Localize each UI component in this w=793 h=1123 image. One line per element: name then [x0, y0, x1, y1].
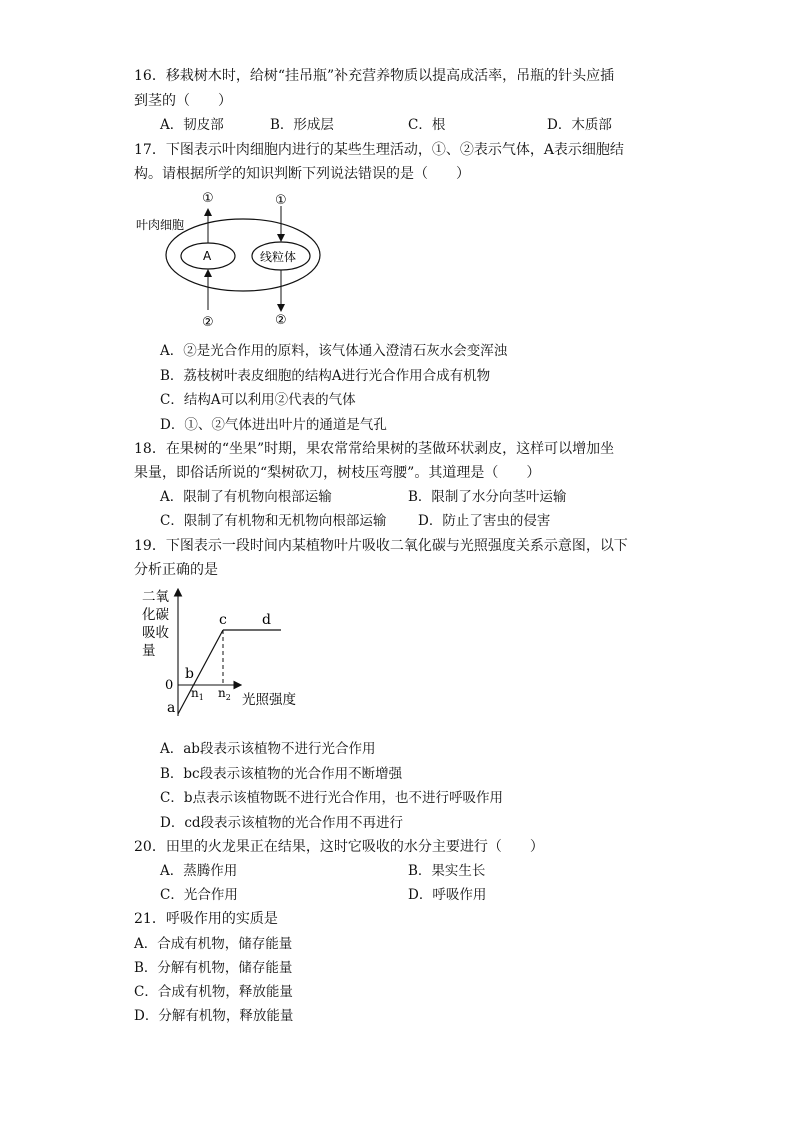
- q17-option-b: B．荔枝树叶表皮细胞的结构A进行光合作用合成有机物: [160, 368, 491, 384]
- ylabel-line1: 二氧: [142, 589, 169, 605]
- q18-option-c: C．限制了有机物和无机物向根部运输: [160, 513, 387, 529]
- q17-option-d: D．①、②气体进出叶片的通道是气孔: [160, 417, 387, 433]
- gas2-label-a: ②: [202, 315, 214, 330]
- mitochondrion-label: 线粒体: [260, 250, 297, 264]
- point-c-label: c: [219, 612, 227, 628]
- cell-outline: [166, 219, 320, 291]
- q16-stem-line2: 到茎的（ ）: [134, 93, 232, 109]
- q19-option-d: D．cd段表示该植物的光合作用不再进行: [160, 815, 404, 831]
- point-b-label: b: [185, 666, 194, 682]
- leaf-cell-diagram: [130, 186, 360, 334]
- q16-option-c: C．根: [408, 117, 446, 133]
- ylabel-line2: 化碳: [142, 607, 169, 623]
- xlabel: 光照强度: [242, 692, 296, 708]
- q18-option-d: D．防止了害虫的侵害: [418, 513, 551, 529]
- co2-light-chart: [136, 584, 311, 722]
- point-d-label: d: [262, 612, 271, 628]
- gas1-label-a: ①: [202, 191, 214, 206]
- q18-stem-line1: 18．在果树的“坐果”时期，果农常常给果树的茎做环状剥皮，这样可以增加坐: [134, 441, 615, 457]
- q18-option-a: A．限制了有机物向根部运输: [160, 489, 332, 505]
- q20-option-b: B．果实生长: [408, 863, 486, 879]
- q19-option-b: B．bc段表示该植物的光合作用不断增强: [160, 766, 403, 782]
- q19-option-c: C．b点表示该植物既不进行光合作用，也不进行呼吸作用: [160, 790, 503, 806]
- q21-option-d: D．分解有机物，释放能量: [134, 1008, 294, 1024]
- q21-option-a: A．合成有机物，储存能量: [134, 936, 293, 952]
- q18-stem-line2: 果量，即俗话所说的“梨树砍刀，树枝压弯腰”。其道理是（ ）: [134, 465, 541, 481]
- q17-stem-line2: 构。请根据所学的知识判断下列说法错误的是（ ）: [134, 166, 470, 182]
- q16-option-b: B．形成层: [270, 117, 334, 133]
- gas1-label-m: ①: [275, 193, 287, 208]
- q16-stem-line1: 16．移栽树木时，给树“挂吊瓶”补充营养物质以提高成活率，吊瓶的针头应插: [134, 68, 615, 84]
- ylabel-line3: 吸收: [142, 625, 169, 641]
- q21-option-b: B．分解有机物，储存能量: [134, 960, 293, 976]
- q16-option-a: A．韧皮部: [160, 117, 224, 133]
- origin-label: 0: [165, 678, 174, 693]
- q20-option-c: C．光合作用: [160, 887, 238, 903]
- q20-option-d: D．呼吸作用: [408, 887, 487, 903]
- organelle-a-label: A: [203, 249, 212, 263]
- q17-option-c: C．结构A可以利用②代表的气体: [160, 392, 356, 408]
- q17-option-a: A．②是光合作用的原料，该气体通入澄清石灰水会变浑浊: [160, 343, 508, 359]
- q19-option-a: A．ab段表示该植物不进行光合作用: [160, 741, 376, 757]
- q21-stem: 21．呼吸作用的实质是: [134, 911, 278, 927]
- gas2-label-m: ②: [275, 313, 287, 328]
- tick-n2: $n_2$: [218, 686, 231, 702]
- tick-n1: $n_1$: [191, 686, 204, 702]
- cell-label: 叶肉细胞: [136, 218, 185, 232]
- q21-option-c: C．合成有机物，释放能量: [134, 984, 293, 1000]
- q16-option-d: D．木质部: [547, 117, 612, 133]
- q20-stem: 20．田里的火龙果正在结果，这时它吸收的水分主要进行（ ）: [134, 839, 544, 855]
- q20-option-a: A．蒸腾作用: [160, 863, 238, 879]
- point-a-label: a: [167, 700, 176, 716]
- q18-option-b: B．限制了水分向茎叶运输: [408, 489, 567, 505]
- q19-stem-line1: 19．下图表示一段时间内某植物叶片吸收二氧化碳与光照强度关系示意图，以下: [134, 538, 628, 554]
- ylabel-line4: 量: [142, 643, 156, 659]
- q17-stem-line1: 17．下图表示叶肉细胞内进行的某些生理活动，①、②表示气体，A表示细胞结: [134, 142, 624, 158]
- q19-stem-line2: 分析正确的是: [134, 562, 218, 578]
